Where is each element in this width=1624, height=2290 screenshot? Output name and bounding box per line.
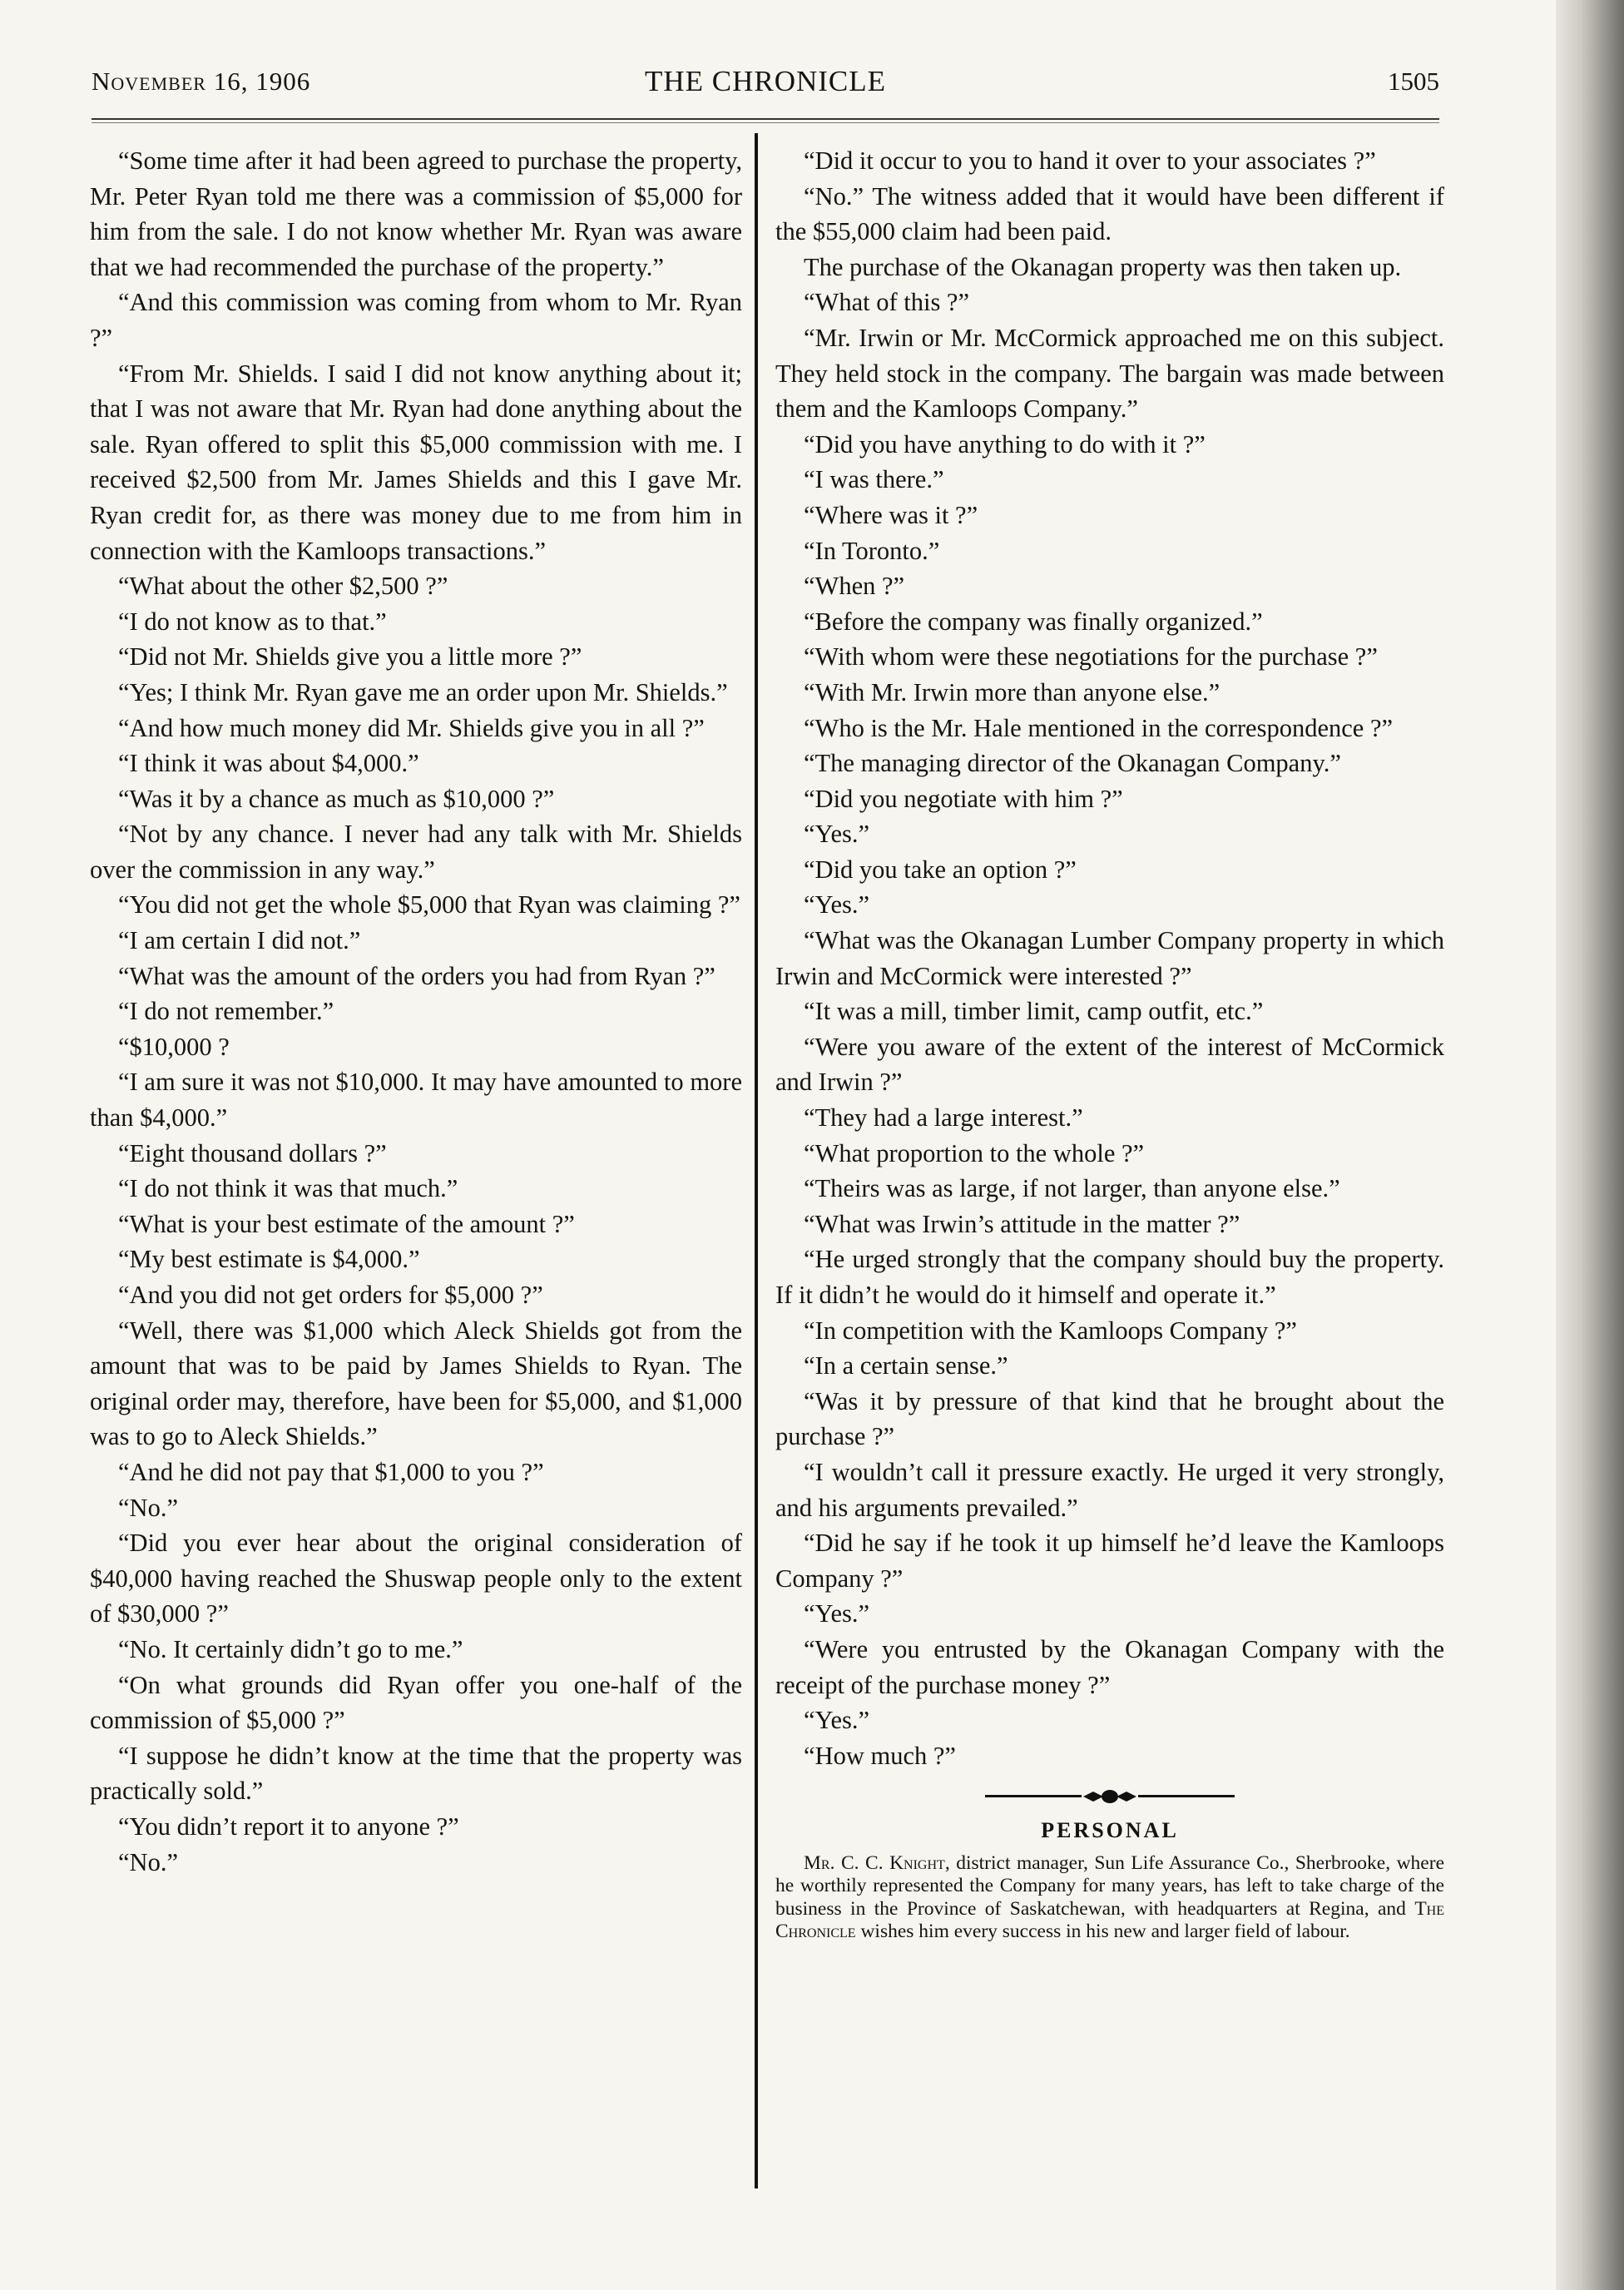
paragraph: “Where was it ?”: [804, 500, 978, 529]
paragraph: “I am sure it was not $10,000. It may have amounted to more than $4,000.”: [90, 1068, 742, 1133]
paragraph: “I do not remember.”: [118, 997, 334, 1026]
paragraph: “What was the amount of the orders you had from Ryan ?”: [118, 961, 715, 990]
paragraph: “Did you have anything to do with it ?”: [804, 429, 1206, 458]
paragraph: “Yes.”: [804, 1599, 870, 1628]
personal-publication: The Chronicle: [775, 1897, 1444, 1943]
paragraph: “It was a mill, timber limit, camp outfit, etc.”: [804, 997, 1264, 1026]
paragraph: “In Toronto.”: [804, 536, 940, 565]
paragraph: “I suppose he didn’t know at the time that the property was practically sold.”: [90, 1741, 742, 1806]
paragraph: “They had a large interest.”: [804, 1103, 1083, 1133]
paragraph: “Were you entrusted by the Okanagan Company with the receipt of the purchase money ?”: [775, 1634, 1444, 1699]
paragraph: “Did he say if he took it up himself he’d leave the Kamloops Company ?”: [775, 1529, 1444, 1593]
paragraph: “Did you ever hear about the original consideration of $40,000 having reached the Shuswap people only to the extent of $30,000 ?”: [90, 1529, 742, 1628]
paragraph: “From Mr. Shields. I said I did not know anything about it; that I was not aware that Mr. Ryan had done anything about the sale. Ryan offered to split this $5,000 commission with me. I received $2,500 from Mr. James Shields and this I gave Mr. Ryan credit for, as there was money due to me from him in connection with the Kamloops transactions.”: [90, 359, 742, 565]
paragraph: “I was there.”: [804, 465, 944, 494]
paragraph: “No.”: [118, 1847, 178, 1876]
paragraph: “When ?”: [804, 572, 905, 601]
paragraph: “Did you take an option ?”: [804, 855, 1077, 884]
paragraph: “I wouldn’t call it pressure exactly. He urged it very strongly, and his arguments prevailed.”: [775, 1457, 1444, 1522]
section-ornament: [985, 1785, 1235, 1807]
paragraph: “He urged strongly that the company should buy the property. If it didn’t he would do it himself and operate it.”: [775, 1245, 1444, 1309]
paragraph: “Was it by a chance as much as $10,000 ?”: [118, 784, 555, 813]
paragraph: “Yes.”: [804, 1706, 870, 1735]
header-title: THE CHRONICLE: [644, 65, 887, 97]
paragraph: “On what grounds did Ryan offer you one-half of the commission of $5,000 ?”: [90, 1670, 742, 1735]
paragraph: “I do not know as to that.”: [118, 607, 387, 636]
paragraph: “And how much money did Mr. Shields give you in all ?”: [118, 713, 705, 742]
paragraph: “The managing director of the Okanagan Company.”: [804, 749, 1341, 778]
paragraph: “I am certain I did not.”: [118, 926, 361, 955]
paragraph: “No. It certainly didn’t go to me.”: [118, 1634, 463, 1663]
ornament-icon: [1082, 1788, 1138, 1805]
paragraph: “No.”: [118, 1493, 178, 1522]
paragraph: “I do not think it was that much.”: [118, 1174, 458, 1203]
right-column: [775, 143, 1444, 1944]
column-divider: [755, 133, 758, 2188]
header-page-number: 1505: [1388, 67, 1439, 96]
paragraph: “In a certain sense.”: [804, 1351, 1008, 1380]
paragraph: “Eight thousand dollars ?”: [118, 1138, 387, 1167]
paragraph: “What was the Okanagan Lumber Company property in which Irwin and McCormick were interested ?”: [775, 926, 1444, 990]
paragraph: “And this commission was coming from whom to Mr. Ryan ?”: [90, 288, 742, 352]
paragraph: “What proportion to the whole ?”: [804, 1138, 1145, 1167]
paragraph: “I think it was about $4,000.”: [118, 749, 419, 778]
paragraph: “Yes; I think Mr. Ryan gave me an order upon Mr. Shields.”: [118, 677, 728, 706]
paragraph: “My best estimate is $4,000.”: [118, 1245, 420, 1274]
header-rule: [92, 118, 1439, 123]
paragraph: “Did it occur to you to hand it over to your associates ?”: [804, 146, 1376, 175]
paragraph: “What is your best estimate of the amount ?”: [118, 1209, 575, 1238]
paragraph: “Were you aware of the extent of the interest of McCormick and Irwin ?”: [775, 1032, 1444, 1097]
page-header: [92, 62, 1439, 103]
paragraph: “Before the company was finally organized.”: [804, 607, 1263, 636]
paragraph: “How much ?”: [804, 1741, 956, 1770]
left-column: [90, 143, 742, 1880]
paragraph: “What was Irwin’s attitude in the matter ?”: [804, 1209, 1240, 1238]
paragraph: “No.” The witness added that it would have been different if the $55,000 claim had been paid.: [775, 181, 1444, 246]
header-date: November 16, 1906: [92, 67, 311, 96]
paragraph: “And you did not get orders for $5,000 ?”: [118, 1281, 543, 1309]
personal-text-2: wishes him every success in his new and larger field of labour.: [855, 1921, 1350, 1943]
paragraph: “You didn’t report it to anyone ?”: [118, 1812, 459, 1841]
personal-heading: PERSONAL: [1041, 1818, 1179, 1843]
paragraph: “Yes.”: [804, 890, 870, 919]
paragraph: “You did not get the whole $5,000 that Ryan was claiming ?”: [118, 890, 740, 919]
paragraph: “With Mr. Irwin more than anyone else.”: [804, 677, 1220, 706]
personal-name: Mr. C. C. Knight,: [804, 1851, 950, 1874]
paragraph: “With whom were these negotiations for the purchase ?”: [804, 642, 1378, 672]
paragraph: “Not by any chance. I never had any talk with Mr. Shields over the commission in any way.”: [90, 820, 742, 884]
personal-notice: [775, 1852, 1444, 1944]
paragraph: “Did you negotiate with him ?”: [804, 784, 1123, 813]
paragraph: “Was it by pressure of that kind that he brought about the purchase ?”: [775, 1386, 1444, 1451]
paragraph: “In competition with the Kamloops Company ?”: [804, 1316, 1297, 1345]
paragraph: “What of this ?”: [804, 288, 970, 317]
right-column-text: [775, 143, 1444, 1773]
page-binding-edge: [1556, 0, 1624, 2290]
paragraph: “What about the other $2,500 ?”: [118, 572, 448, 601]
paragraph: “Mr. Irwin or Mr. McCormick approached me on this subject. They held stock in the company. The bargain was made between them and the Kamloops Company.”: [775, 323, 1444, 424]
paragraph: “Did not Mr. Shields give you a little more ?”: [118, 642, 582, 672]
paragraph: “Some time after it had been agreed to purchase the property, Mr. Peter Ryan told me there was a commission of $5,000 for him from the sale. I do not know whether Mr. Ryan was aware that we had recommended the purchase of the property.”: [90, 146, 742, 281]
paragraph: “Yes.”: [804, 820, 870, 849]
paragraph: “Who is the Mr. Hale mentioned in the correspondence ?”: [804, 713, 1394, 742]
personal-text-1: district manager, Sun Life Assurance Co., Sherbrooke, where he worthily represented the Company for many years, has left to take charge of the business in the Province of Saskatchewan, with headquarters at Regina, and: [775, 1851, 1444, 1920]
paragraph: “And he did not pay that $1,000 to you ?”: [118, 1457, 544, 1486]
paragraph: “Theirs was as large, if not larger, than anyone else.”: [804, 1174, 1340, 1203]
paragraph: The purchase of the Okanagan property was then taken up.: [804, 252, 1402, 281]
paragraph: “$10,000 ?: [118, 1032, 230, 1061]
paragraph: “Well, there was $1,000 which Aleck Shields got from the amount that was to be paid by James Shields to Ryan. The original order may, therefore, have been for $5,000, and $1,000 was to go to Aleck Shields.”: [90, 1316, 742, 1451]
